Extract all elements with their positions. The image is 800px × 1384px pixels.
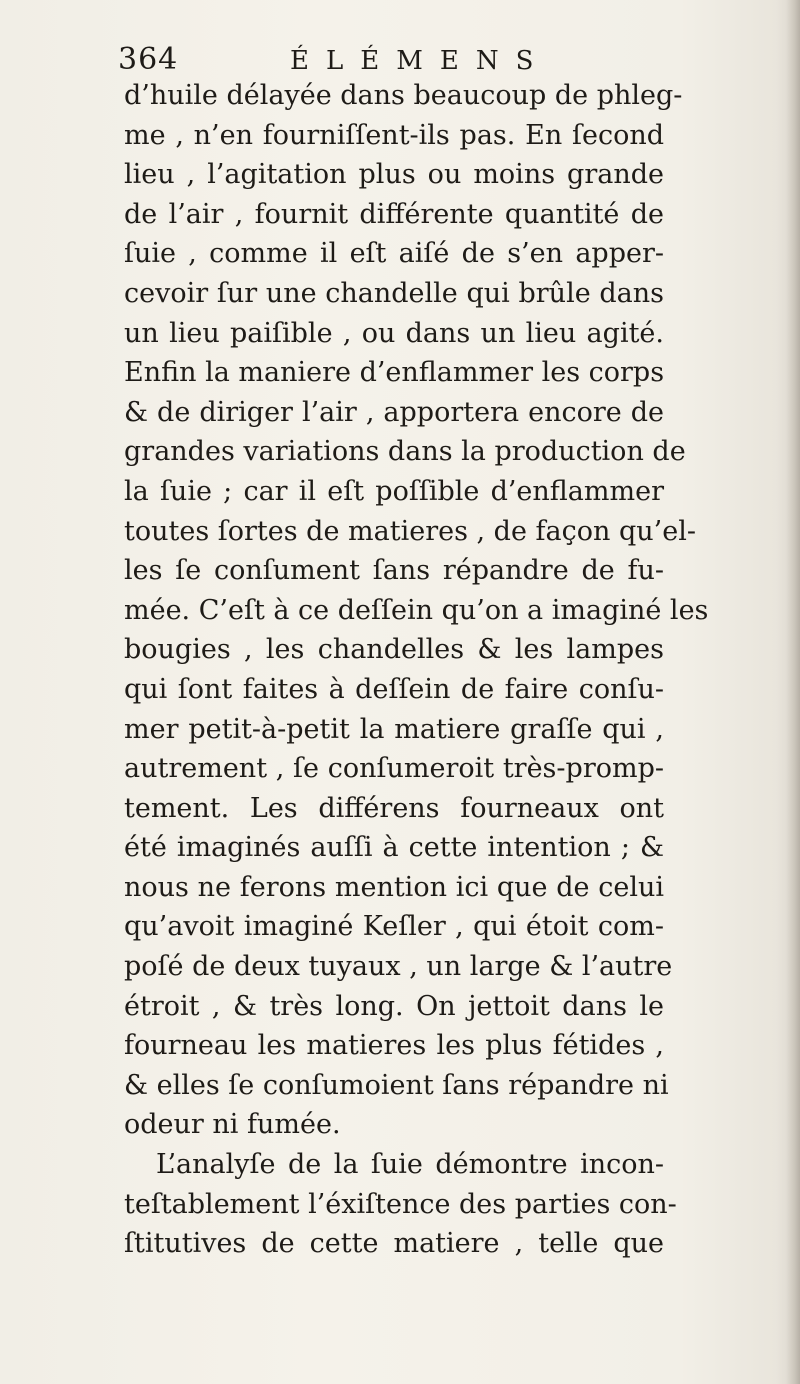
text-line: fourneau les matieres les plus fétides , xyxy=(124,1030,664,1062)
text-line: la ſuie ; car il eſt poſſible d’enflammer xyxy=(124,475,664,507)
text-line: autrement , ſe conſumeroit très-promp- xyxy=(124,753,664,785)
text-line: teſtablement l’éxiſtence des parties con- xyxy=(124,1188,677,1220)
text-line: toutes ſortes de matieres , de façon qu’el- xyxy=(124,515,696,547)
text-line: poſé de deux tuyaux , un large & l’autre xyxy=(124,951,673,983)
paragraph-end-line: odeur ni fumée. xyxy=(124,1109,341,1141)
text-line: d’huile délayée dans beaucoup de phleg- xyxy=(124,80,683,111)
text-line: bougies , les chandelles & les lampes xyxy=(124,634,664,666)
running-title: ÉLÉMENS xyxy=(290,46,551,76)
text-line: qu’avoit imaginé Keſler , qui étoit com- xyxy=(124,911,664,943)
body-text xyxy=(124,76,709,1264)
text-line: de l’air , fournit différente quantité de xyxy=(124,198,664,230)
text-line: étroit , & très long. On jettoit dans le xyxy=(124,990,664,1022)
text-line: & de diriger l’air , apportera encore de xyxy=(124,396,664,428)
text-line: les ſe conſument ſans répandre de fu- xyxy=(124,555,664,587)
text-line: ſtitutives de cette matiere , telle que xyxy=(124,1228,664,1260)
page-number: 364 xyxy=(118,42,179,77)
text-line: qui ſont faites à deſſein de faire conſu- xyxy=(124,673,664,705)
page-header xyxy=(118,22,678,82)
text-line: été imaginés auſſi à cette intention ; & xyxy=(124,832,664,864)
text-line: me , n’en fourniſſent-ils pas. En ſecond xyxy=(124,119,664,151)
text-line: un lieu paiſible , ou dans un lieu agité. xyxy=(124,317,664,349)
text-line: tement. Les différens fourneaux ont xyxy=(124,792,664,824)
text-line: & elles ſe conſumoient ſans répandre ni xyxy=(124,1069,669,1101)
text-line: mer petit-à-petit la matiere graſſe qui , xyxy=(124,713,664,745)
text-line: nous ne ferons mention ici que de celui xyxy=(124,871,664,903)
text-line: Enfin la maniere d’enflammer les corps xyxy=(124,357,665,389)
page-edge-shadow xyxy=(786,0,800,1384)
text-line: mée. C’eſt à ce deſſein qu’on a imaginé les xyxy=(124,594,709,626)
text-line: cevoir ſur une chandelle qui brûle dans xyxy=(124,277,664,309)
text-line: grandes variations dans la production de xyxy=(124,436,686,468)
paragraph-start-line: L’analyſe de la ſuie démontre incon- xyxy=(156,1149,664,1181)
text-line: lieu , l’agitation plus ou moins grande xyxy=(124,159,664,191)
text-line: ſuie , comme il eſt aiſé de s’en apper- xyxy=(124,238,664,270)
